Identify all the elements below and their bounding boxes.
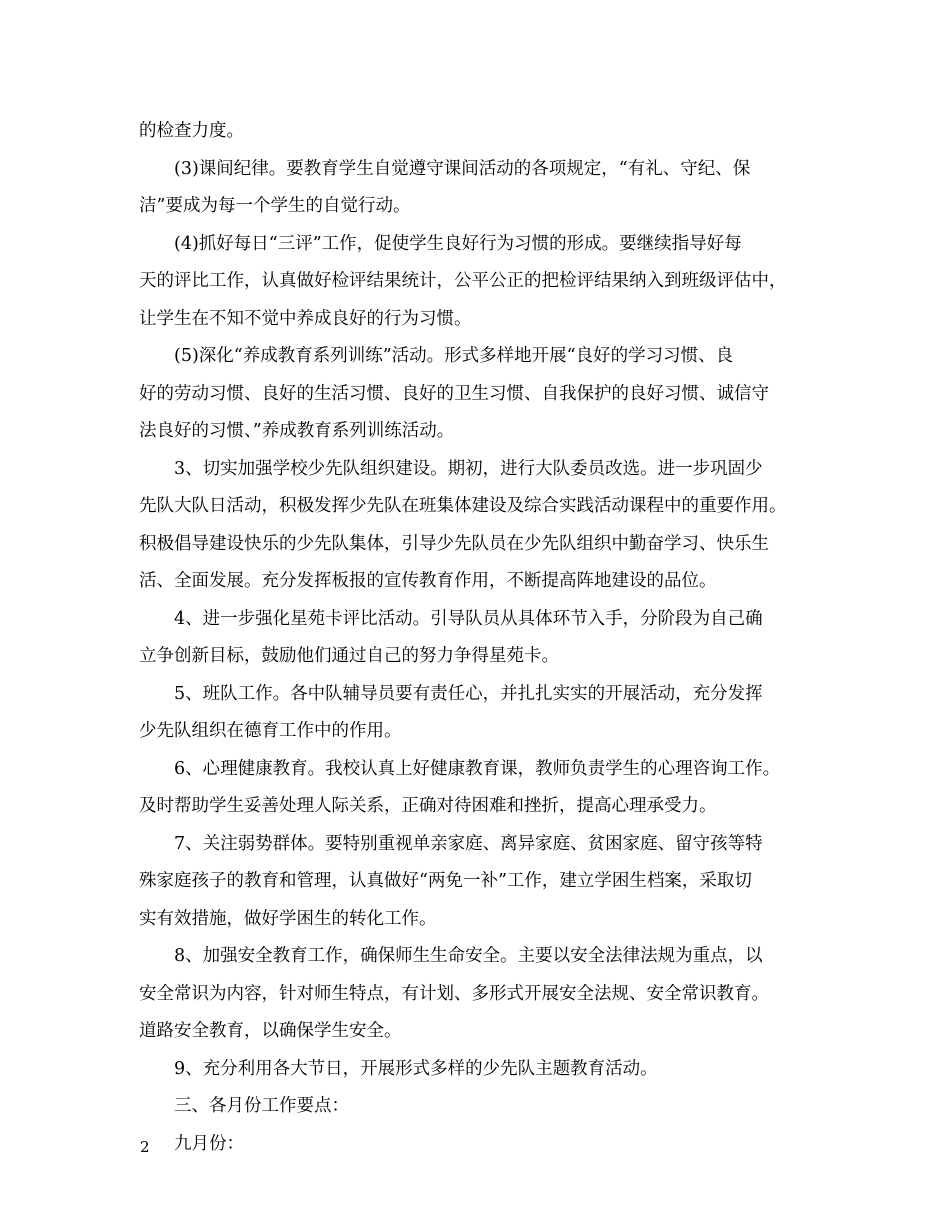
page-number: 2 [140, 1138, 150, 1156]
text-line: 道路安全教育，以确保学生安全。 [139, 1021, 402, 1041]
text-line: 天的评比工作，认真做好检评结果统计，公平公正的把检评结果纳入到班级评估中， [139, 271, 787, 291]
text-line: 殊家庭孩子的教育和管理，认真做好“两免一补”工作，建立学困生档案，采取切 [139, 871, 752, 891]
text-line: (3)课间纪律。要教育学生自觉遵守课间活动的各项规定，“有礼、守纪、保 [174, 158, 751, 179]
text-line: 立争创新目标，鼓励他们通过自己的努力争得星苑卡。 [139, 646, 559, 666]
text-line: 三、各月份工作要点： [174, 1096, 349, 1116]
text-line: (5)深化“养成教育系列训练”活动。形式多样地开展“良好的学习习惯、良 [174, 346, 734, 366]
document-body [139, 113, 819, 1163]
text-line: 少先队组织在德育工作中的作用。 [139, 721, 402, 741]
text-line: 安全常识为内容，针对师生特点，有计划、多形式开展安全法规、安全常识教育。 [139, 983, 769, 1004]
text-line: 九月份： [174, 1133, 244, 1154]
text-line: 3、切实加强学校少先队组织建设。期初，进行大队委员改选。进一步巩固少 [174, 458, 763, 479]
text-line: 5、班队工作。各中队辅导员要有责任心，并扎扎实实的开展活动，充分发挥 [174, 683, 763, 704]
text-line: 7、关注弱势群体。要特别重视单亲家庭、离异家庭、贫困家庭、留守孩等特 [174, 833, 763, 854]
text-line: 让学生在不知不觉中养成良好的行为习惯。 [139, 308, 472, 329]
text-line: 9、充分利用各大节日，开展形式多样的少先队主题教育活动。 [174, 1058, 658, 1079]
text-line: 好的劳动习惯、良好的生活习惯、良好的卫生习惯、自我保护的良好习惯、诚信守 [139, 383, 769, 404]
text-line: (4)抓好每日“三评”工作，促使学生良好行为习惯的形成。要继续指导好每 [174, 233, 742, 254]
text-line: 洁”要成为每一个学生的自觉行动。 [139, 196, 411, 216]
text-line: 8、加强安全教育工作，确保师生生命安全。主要以安全法律法规为重点，以 [174, 946, 763, 966]
text-line: 6、心理健康教育。我校认真上好健康教育课，教师负责学生的心理咨询工作。 [174, 758, 781, 779]
text-line: 活、全面发展。充分发挥板报的宣传教育作用，不断提高阵地建设的品位。 [139, 571, 717, 591]
text-line: 及时帮助学生妥善处理人际关系，正确对待困难和挫折，提高心理承受力。 [139, 796, 717, 816]
text-line: 法良好的习惯、”养成教育系列训练活动。 [139, 421, 455, 441]
text-line: 先队大队日活动，积极发挥少先队在班集体建设及综合实践活动课程中的重要作用。 [139, 496, 787, 516]
text-line: 积极倡导建设快乐的少先队集体，引导少先队员在少先队组织中勤奋学习、快乐生 [139, 533, 769, 554]
text-line: 4、进一步强化星苑卡评比活动。引导队员从具体环节入手，分阶段为自己确 [174, 608, 763, 629]
text-line: 的检查力度。 [139, 121, 244, 141]
text-line: 实有效措施，做好学困生的转化工作。 [139, 908, 437, 929]
